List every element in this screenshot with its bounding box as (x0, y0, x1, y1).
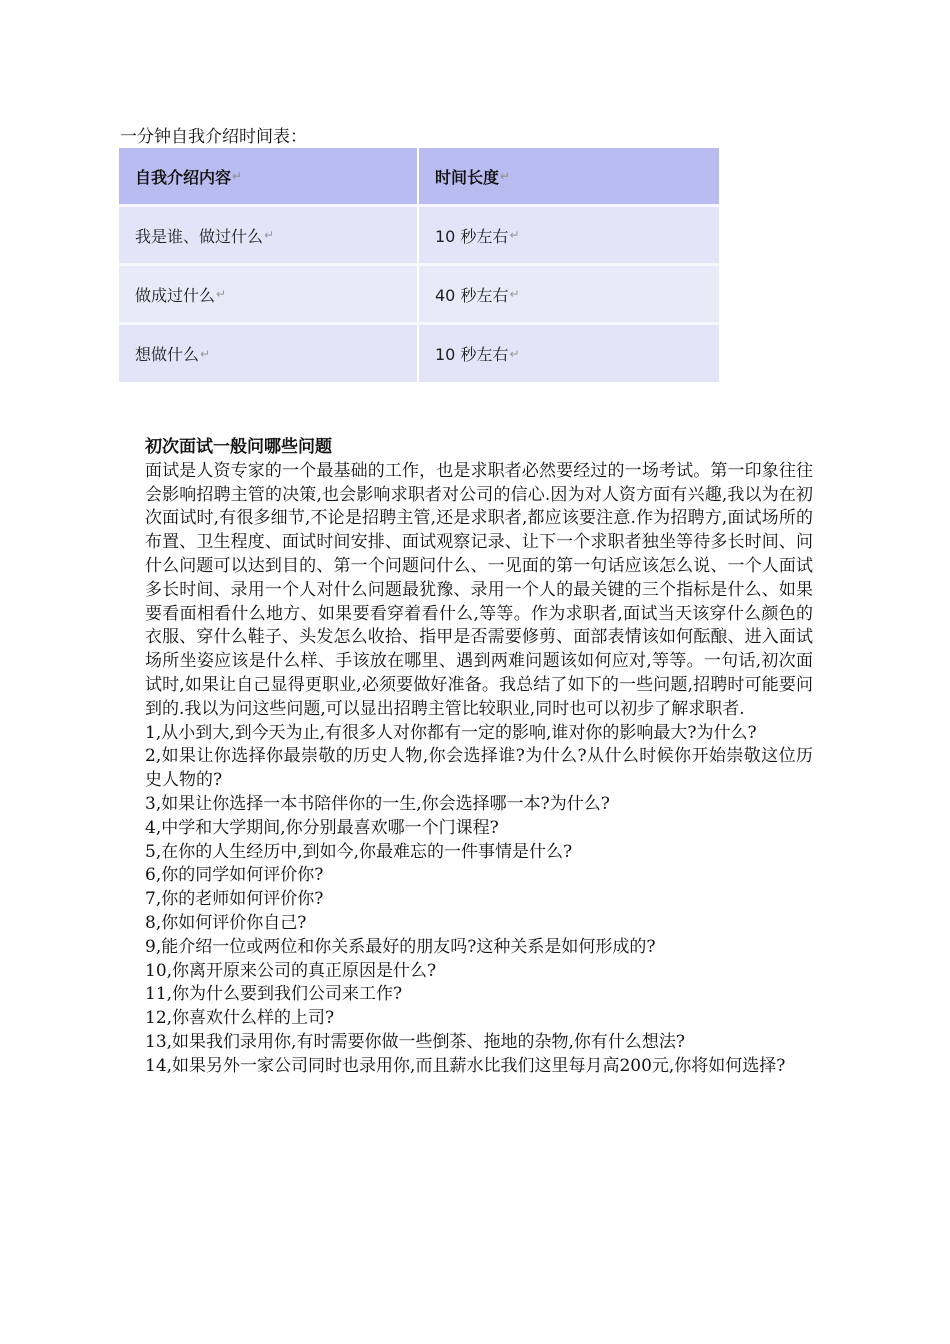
article (145, 436, 813, 1079)
list-item: 8,你如何评价你自己? (145, 912, 307, 933)
table-cell: 想做什么 ↵ (119, 325, 419, 382)
paragraph-mark-icon: ↵ (216, 287, 227, 301)
paragraph-mark-icon: ↵ (509, 346, 520, 361)
article-body: 面试是人资专家的一个最基础的工作，也是求职者必然要经过的一场考试。第一印象往往会影响招聘主管的决策,也会影响求职者对公司的信心.因为对人资方面有兴趣,我以为在初次面试时,有很多细节,不论是招聘主管,还是求职者,都应该要注意.作为招聘方,面试场所的布置、卫生程度、面试时间安排、面试观察记录、让下一个求职者独坐等待多长时间、问什么问题可以达到目的、第一个问题问什么、一见面的第一句话应该怎么说、一个人面试多长时间、录用一个人对什么问题最犹豫、录用一个人的最关键的三个指标是什么、如果要看面相看什么地方、如果要看穿着看什么,等等。作为求职者,面试当天该穿什么颜色的衣服、穿什么鞋子、头发怎么收拾、指甲是否需要修剪、面部表情该如何酝酿、进入面试场所坐姿应该是什么样、手该放在哪里、遇到两难问题该如何应对,等等。一句话,初次面试时,如果让自己显得更职业,必须要做好准备。我总结了如下的一些问题,招聘时可能要问到的.我以为问这些问题,可以显出招聘主管比较职业,同时也可以初步了解求职者. (145, 460, 813, 719)
list-item: 5,在你的人生经历中,到如今,你最难忘的一件事情是什么? (145, 841, 573, 862)
list-item: 2,如果让你选择你最崇敬的历史人物,你会选择谁?为什么?从什么时候你开始崇敬这位历史人物的? (145, 746, 813, 791)
table-cell: 我是谁、做过什么 ↵ (119, 207, 419, 263)
question-list (145, 722, 813, 1079)
time-table (119, 148, 719, 382)
table-caption: 一分钟自我介绍时间表： (120, 127, 307, 147)
list-item: 6,你的同学如何评价你? (145, 865, 324, 886)
list-item: 11,你为什么要到我们公司来工作? (145, 984, 403, 1005)
paragraph-mark-icon: ↵ (500, 169, 511, 183)
paragraph-mark-icon: ↵ (232, 169, 243, 183)
table-row (119, 325, 719, 382)
list-item: 4,中学和大学期间,你分别最喜欢哪一个门课程? (145, 817, 499, 838)
list-item: 14,如果另外一家公司同时也录用你,而且薪水比我们这里每月高200元,你将如何选择? (145, 1055, 786, 1076)
table-cell: 40 秒左右 ↵ (435, 285, 520, 305)
table-cell: 10 秒左右 ↵ (435, 345, 520, 364)
article-title: 初次面试一般问哪些问题 (145, 437, 332, 457)
list-item: 1,从小到大,到今天为止,有很多人对你都有一定的影响,谁对你的影响最大?为什么? (145, 722, 757, 743)
list-item: 13,如果我们录用你,有时需要你做一些倒茶、拖地的杂物,你有什么想法? (145, 1031, 685, 1052)
header-duration: 时间长度 ↵ (435, 167, 511, 187)
list-item: 12,你喜欢什么样的上司? (145, 1008, 335, 1029)
paragraph-mark-icon: ↵ (509, 228, 520, 242)
paragraph-mark-icon: ↵ (200, 346, 211, 361)
list-item: 7,你的老师如何评价你? (145, 889, 324, 910)
list-item: 10,你离开原来公司的真正原因是什么? (145, 960, 437, 981)
table-row (119, 207, 719, 263)
paragraph-mark-icon: ↵ (264, 228, 275, 242)
table-cell: 10 秒左右 ↵ (435, 226, 520, 246)
list-item: 3,如果让你选择一本书陪伴你的一生,你会选择哪一本?为什么? (145, 793, 610, 814)
table-header-row (119, 148, 719, 204)
table-cell: 做成过什么 ↵ (119, 266, 419, 322)
table-row (119, 266, 719, 322)
header-content: 自我介绍内容 ↵ (119, 148, 419, 204)
paragraph-mark-icon: ↵ (509, 287, 520, 301)
list-item: 9,能介绍一位或两位和你关系最好的朋友吗?这种关系是如何形成的? (145, 936, 656, 957)
